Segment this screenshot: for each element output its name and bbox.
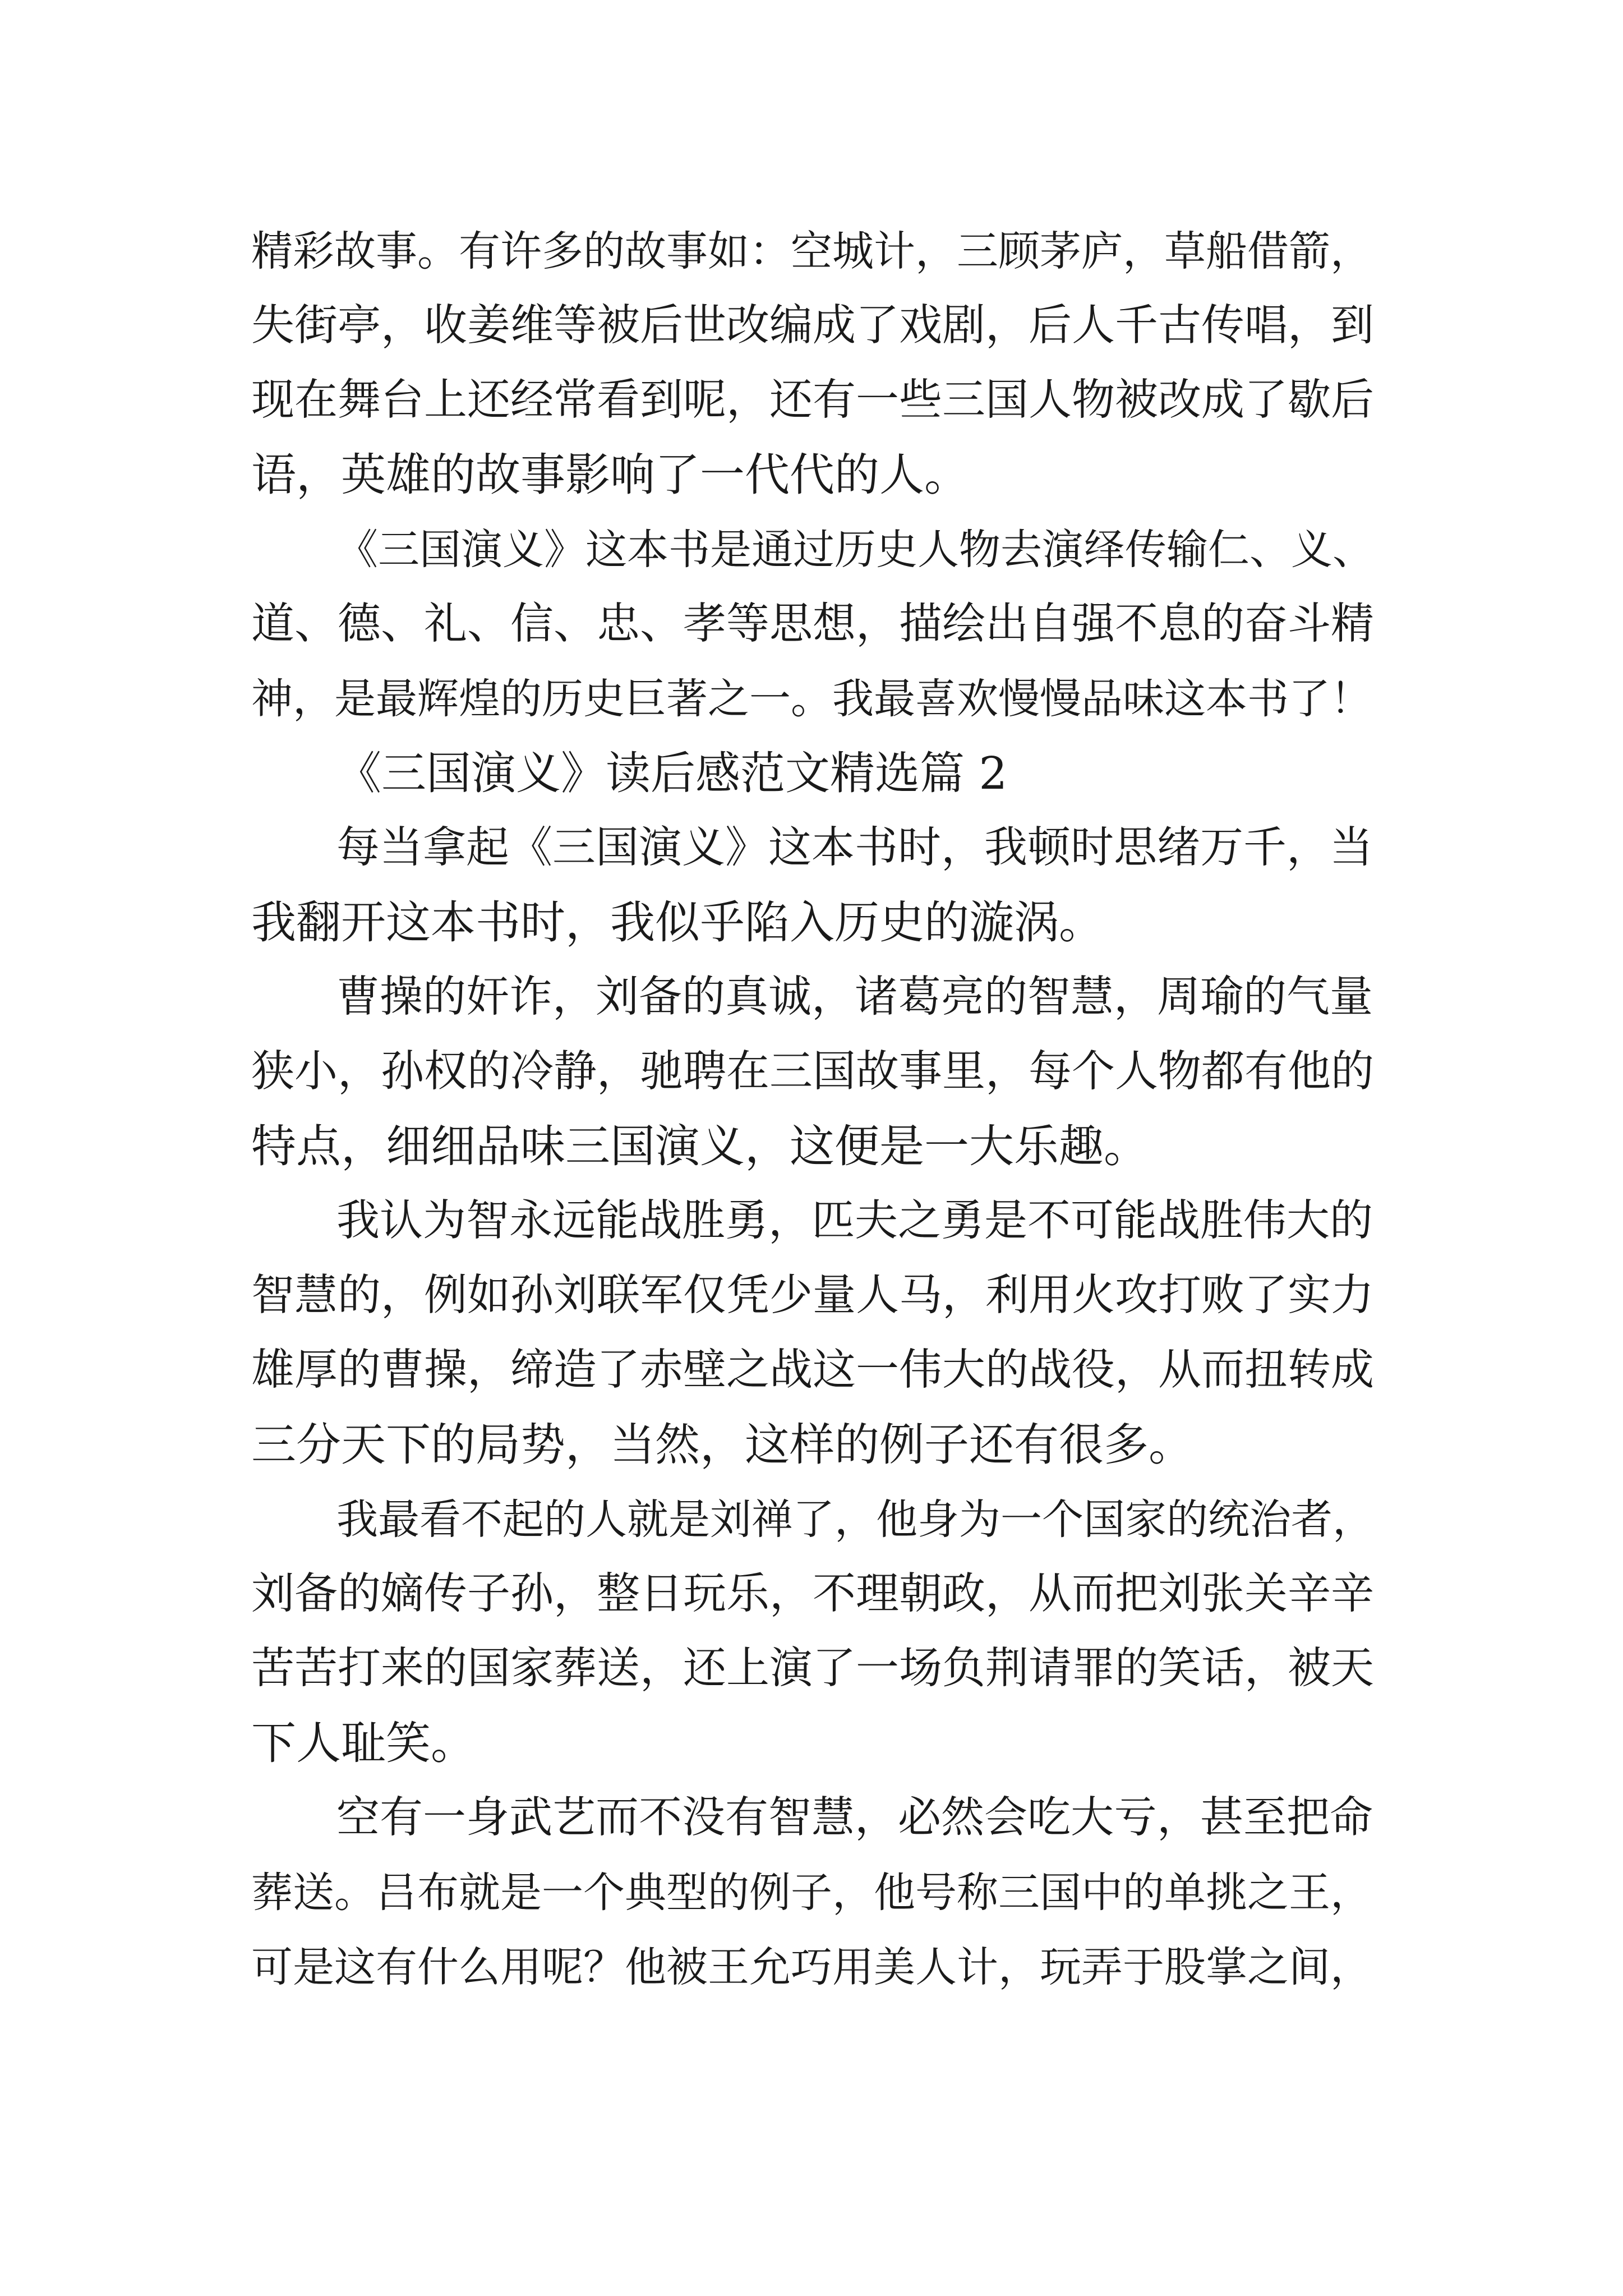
text-line: 每当拿起《三国演义》这本书时，我顿时思绪万千，当 xyxy=(336,823,1373,873)
text-line: 雄厚的曹操，缔造了赤壁之战这一伟大的战役，从而扭转成 xyxy=(251,1345,1374,1395)
text-line: 智慧的，例如孙刘联军仅凭少量人马，利用火攻打败了实力 xyxy=(251,1271,1374,1320)
text-line: 我认为智永远能战胜勇，匹夫之勇是不可能战胜伟大的 xyxy=(336,1196,1373,1246)
text-line: 可是这有什么用呢？他被王允巧用美人计，玩弄于股掌之间， xyxy=(251,1943,1372,1991)
text-line: 苦苦打来的国家葬送，还上演了一场负荆请罪的笑话，被天 xyxy=(251,1644,1374,1694)
text-line: 三分天下的局势，当然，这样的例子还有很多。 xyxy=(251,1419,1193,1471)
text-line: 我最看不起的人就是刘禅了，他身为一个国家的统治者， xyxy=(336,1496,1374,1544)
text-line: 我翻开这本书时，我似乎陷入历史的漩涡。 xyxy=(251,896,1104,949)
text-line: 失街亭，收姜维等被后世改编成了戏剧，后人千古传唱，到 xyxy=(251,301,1374,351)
text-line: 语，英雄的故事影响了一代代的人。 xyxy=(251,449,969,501)
text-line: 空有一身武艺而不没有智慧，必然会吃大亏，甚至把命 xyxy=(336,1793,1373,1843)
text-line: 现在舞台上还经常看到呢，还有一些三国人物被改成了歇后 xyxy=(251,375,1374,425)
section-heading: 《三国演义》读后感范文精选篇 2 xyxy=(336,747,1008,799)
text-line: 下人耻笑。 xyxy=(251,1717,476,1769)
text-line: 曹操的奸诈，刘备的真诚，诸葛亮的智慧，周瑜的气量 xyxy=(336,972,1373,1022)
text-line: 刘备的嫡传子孙，整日玩乐，不理朝政，从而把刘张关辛辛 xyxy=(251,1569,1374,1619)
text-line: 葬送。吕布就是一个典型的例子，他号称三国中的单挑之王， xyxy=(251,1869,1372,1917)
text-line: 精彩故事。有许多的故事如：空城计，三顾茅庐，草船借箭， xyxy=(251,227,1372,275)
text-line: 狭小，孙权的冷静，驰聘在三国故事里，每个人物都有他的 xyxy=(251,1047,1374,1097)
text-line: 《三国演义》这本书是通过历史人物去演绎传输仁、义、 xyxy=(336,526,1374,574)
text-line: 道、德、礼、信、忠、孝等思想，描绘出自强不息的奋斗精 xyxy=(251,599,1374,649)
text-line: 特点，细细品味三国演义，这便是一大乐趣。 xyxy=(251,1120,1149,1172)
text-line: 神，是最辉煌的历史巨著之一。我最喜欢慢慢品味这本书了！ xyxy=(251,675,1372,723)
